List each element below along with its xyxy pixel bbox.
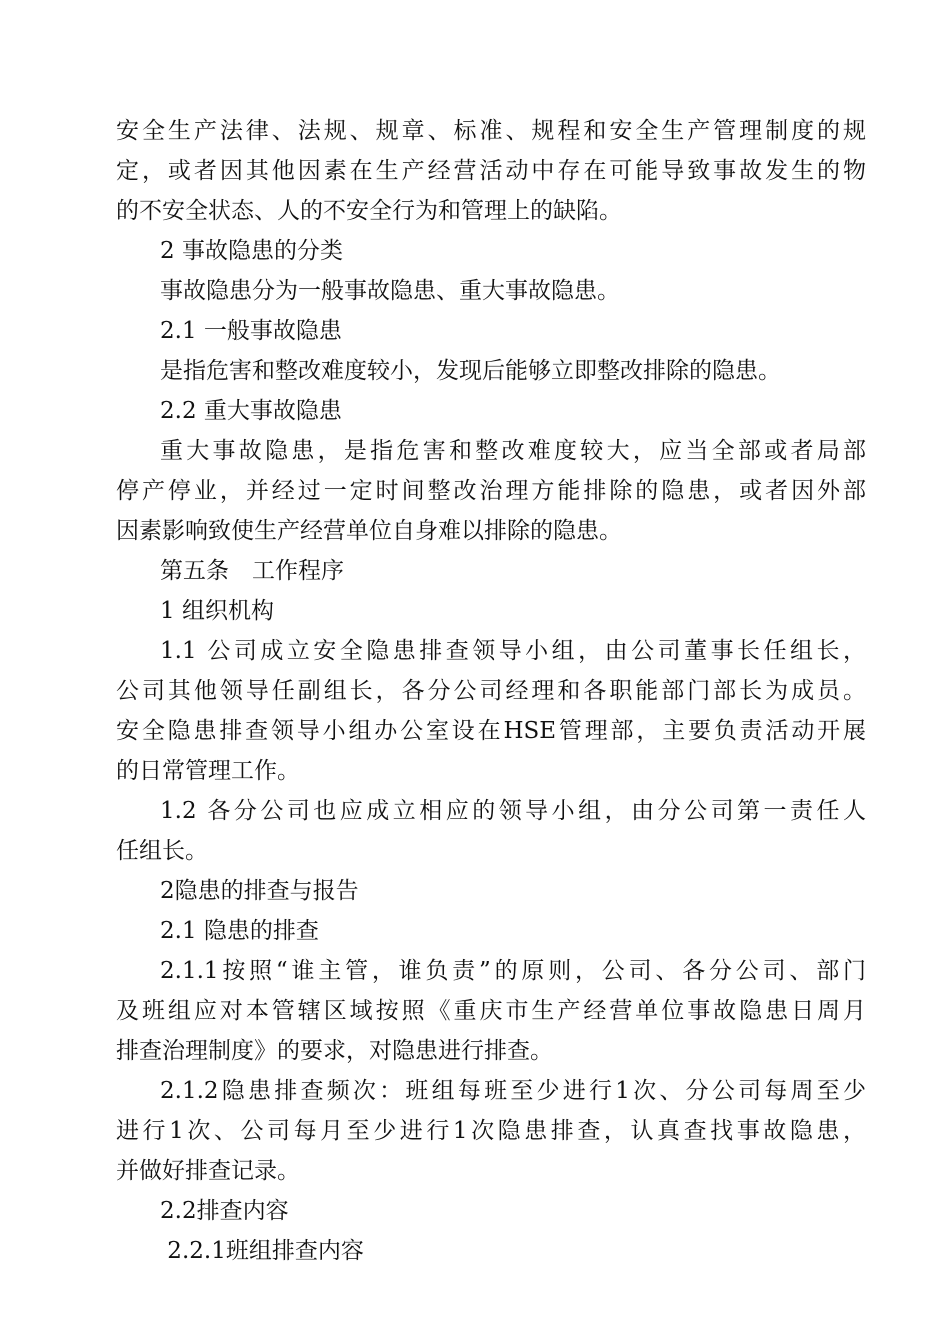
section-heading: 2 事故隐患的分类: [160, 238, 343, 264]
paragraph-line: 1.2 各分公司也应成立相应的领导小组，由分公司第一责任人: [160, 798, 866, 824]
paragraph-line: 安全生产法律、法规、规章、标准、规程和安全生产管理制度的规: [116, 118, 866, 144]
paragraph-line: 公司其他领导任副组长，各分公司经理和各职能部门部长为成员。: [116, 678, 866, 704]
paragraph-line: 事故隐患分为一般事故隐患、重大事故隐患。: [160, 278, 620, 304]
paragraph-line: 2.1.1按照“谁主管，谁负责”的原则，公司、各分公司、部门: [160, 958, 866, 984]
section-heading: 2.2 重大事故隐患: [160, 398, 342, 424]
paragraph-line: 安全隐患排查领导小组办公室设在HSE管理部，主要负责活动开展: [116, 718, 866, 744]
paragraph-line: 并做好排查记录。: [116, 1158, 300, 1184]
paragraph-line: 是指危害和整改难度较小，发现后能够立即整改排除的隐患。: [160, 358, 781, 384]
paragraph-line: 2.1.2隐患排查频次：班组每班至少进行1次、分公司每周至少: [160, 1078, 866, 1104]
paragraph-line: 进行1次、公司每月至少进行1次隐患排查，认真查找事故隐患，: [116, 1118, 866, 1144]
section-heading: 2.1 一般事故隐患: [160, 318, 342, 344]
article-heading: 第五条 工作程序: [160, 558, 344, 584]
paragraph-line: 停产停业，并经过一定时间整改治理方能排除的隐患，或者因外部: [116, 478, 866, 504]
paragraph-line: 排查治理制度》的要求，对隐患进行排查。: [116, 1038, 553, 1064]
section-heading: 2.1 隐患的排查: [160, 918, 319, 944]
section-heading: 2隐患的排查与报告: [160, 878, 359, 904]
paragraph-line: 重大事故隐患，是指危害和整改难度较大，应当全部或者局部: [160, 438, 866, 464]
section-heading: 2.2.1班组排查内容: [160, 1238, 364, 1264]
section-heading: 1 组织机构: [160, 598, 274, 624]
paragraph-line: 的日常管理工作。: [116, 758, 300, 784]
paragraph-line: 1.1 公司成立安全隐患排查领导小组，由公司董事长任组长，: [160, 638, 866, 664]
paragraph-line: 的不安全状态、人的不安全行为和管理上的缺陷。: [116, 198, 622, 224]
paragraph-line: 定，或者因其他因素在生产经营活动中存在可能导致事故发生的物: [116, 158, 866, 184]
section-heading: 2.2排查内容: [160, 1198, 289, 1224]
paragraph-line: 任组长。: [116, 838, 208, 864]
paragraph-line: 因素影响致使生产经营单位自身难以排除的隐患。: [116, 518, 622, 544]
paragraph-line: 及班组应对本管辖区域按照《重庆市生产经营单位事故隐患日周月: [116, 998, 866, 1024]
